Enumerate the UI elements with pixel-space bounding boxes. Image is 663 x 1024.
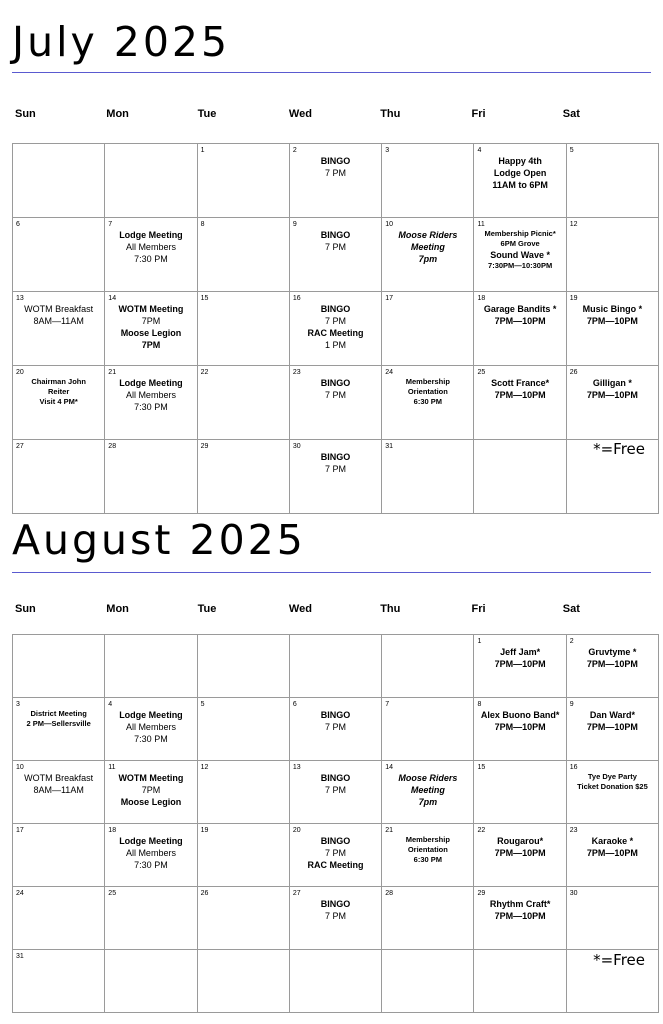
calendar-day-cell — [382, 635, 474, 698]
event-line: Rhythm Craft* — [489, 899, 551, 909]
event-line: 6:30 PM — [413, 397, 443, 406]
july-title-rule — [12, 72, 651, 73]
event-line: 7:30PM—10:30PM — [488, 261, 553, 270]
event-line: 7:30 PM — [134, 860, 168, 870]
event-line: Meeting — [410, 242, 445, 252]
event-line: 7PM—10PM — [494, 911, 546, 921]
event-text — [567, 377, 658, 401]
event-line: BINGO — [320, 304, 351, 314]
event-line: All Members — [125, 390, 176, 400]
event-text — [567, 772, 658, 792]
day-number: 12 — [200, 764, 209, 771]
event-line: 7PM — [141, 340, 161, 350]
calendar-day-cell — [382, 440, 474, 514]
event-line: RAC Meeting — [307, 860, 364, 870]
event-line: Orientation — [407, 387, 448, 396]
event-line: Reiter — [48, 387, 70, 396]
event-line: 7 PM — [325, 242, 347, 252]
calendar-day-cell — [289, 635, 381, 698]
july-week-row — [13, 366, 659, 440]
august-weekday-mon: Mon — [106, 603, 129, 615]
event-text — [474, 646, 565, 670]
july-week-row — [13, 144, 659, 218]
calendar-day-cell — [197, 635, 289, 698]
day-number: 6 — [16, 221, 20, 228]
calendar-day-cell — [13, 761, 105, 824]
calendar-day-cell — [382, 761, 474, 824]
event-line: BINGO — [320, 899, 351, 909]
event-line: BINGO — [320, 773, 351, 783]
calendar-day-cell — [13, 635, 105, 698]
day-number: 26 — [569, 369, 578, 376]
calendar-day-cell — [382, 292, 474, 366]
day-number: 19 — [200, 827, 209, 834]
calendar-day-cell — [13, 698, 105, 761]
calendar-day-cell — [382, 950, 474, 1013]
calendar-day-cell — [289, 887, 381, 950]
calendar-day-cell — [566, 292, 658, 366]
event-text — [567, 303, 658, 327]
calendar-day-cell — [13, 144, 105, 218]
calendar-day-cell — [197, 292, 289, 366]
event-line: 7PM—10PM — [586, 390, 638, 400]
event-line: WOTM Meeting — [118, 773, 184, 783]
event-line: BINGO — [320, 710, 351, 720]
august-week-row — [13, 635, 659, 698]
event-line: 7PM — [141, 785, 161, 795]
event-line: Moose Riders — [398, 773, 458, 783]
day-number: 24 — [16, 890, 24, 897]
calendar-day-cell — [474, 292, 566, 366]
day-number: 9 — [569, 701, 574, 708]
event-line: 7 PM — [325, 911, 347, 921]
july-weekday-sun: Sun — [15, 108, 36, 120]
august-week-row — [13, 887, 659, 950]
event-line: Alex Buono Band* — [480, 710, 560, 720]
event-line: 2 PM—Sellersville — [26, 719, 91, 728]
calendar-day-cell — [289, 950, 381, 1013]
calendar-day-cell — [382, 698, 474, 761]
day-number: 17 — [385, 295, 393, 302]
event-text — [290, 229, 381, 253]
event-line: BINGO — [320, 836, 351, 846]
event-text — [382, 229, 473, 265]
event-line: Ticket Donation $25 — [577, 782, 648, 791]
day-number: 27 — [16, 443, 24, 450]
day-number: 12 — [569, 221, 578, 228]
event-line: 7 PM — [325, 390, 347, 400]
event-text — [13, 303, 104, 327]
day-number: 20 — [16, 369, 24, 376]
event-text — [105, 229, 196, 265]
calendar-day-cell — [197, 698, 289, 761]
august-calendar-grid — [12, 634, 659, 1013]
calendar-day-cell — [289, 761, 381, 824]
event-text — [382, 835, 473, 865]
event-text — [567, 709, 658, 733]
day-number: 31 — [385, 443, 393, 450]
event-line: 7:30 PM — [134, 734, 168, 744]
july-weekday-tue: Tue — [197, 108, 217, 120]
event-text — [382, 377, 473, 407]
august-weekday-wed: Wed — [288, 603, 312, 615]
event-line: Moose Legion — [120, 328, 182, 338]
calendar-day-cell — [105, 698, 197, 761]
day-number: 21 — [385, 827, 393, 834]
calendar-day-cell — [566, 824, 658, 887]
day-number: 5 — [569, 147, 574, 154]
calendar-day-cell — [474, 218, 566, 292]
day-number: 30 — [292, 443, 301, 450]
day-number: 10 — [385, 221, 393, 228]
day-number: 23 — [569, 827, 578, 834]
event-text — [474, 898, 565, 922]
event-line: BINGO — [320, 230, 351, 240]
event-line: Moose Legion — [120, 797, 182, 807]
july-weekday-sat: Sat — [562, 108, 580, 120]
july-week-row — [13, 440, 659, 514]
calendar-day-cell — [474, 824, 566, 887]
july-free-note: *=Free — [593, 440, 645, 458]
event-line: 7 PM — [325, 722, 347, 732]
day-number: 26 — [200, 890, 209, 897]
event-line: 7PM—10PM — [494, 722, 546, 732]
calendar-day-cell — [13, 366, 105, 440]
event-line: 7pm — [418, 797, 438, 807]
calendar-day-cell — [474, 761, 566, 824]
event-line: 7PM — [141, 316, 161, 326]
august-title: August 2025 — [12, 516, 306, 564]
calendar-day-cell — [105, 761, 197, 824]
day-number: 14 — [385, 764, 393, 771]
july-week-row — [13, 218, 659, 292]
event-text — [290, 303, 381, 351]
august-title-rule — [12, 572, 651, 573]
day-number: 6 — [292, 701, 297, 708]
day-number: 23 — [292, 369, 301, 376]
day-number: 5 — [200, 701, 205, 708]
day-number: 29 — [477, 890, 486, 897]
event-text — [474, 835, 565, 859]
july-weekday-wed: Wed — [288, 108, 312, 120]
calendar-day-cell — [289, 144, 381, 218]
calendar-day-cell — [13, 887, 105, 950]
calendar-day-cell — [289, 824, 381, 887]
event-line: Lodge Meeting — [119, 230, 183, 240]
event-line: 6:30 PM — [413, 855, 443, 864]
event-line: 7PM—10PM — [586, 848, 638, 858]
calendar-day-cell — [197, 144, 289, 218]
calendar-day-cell — [474, 950, 566, 1013]
day-number: 28 — [385, 890, 393, 897]
day-number: 13 — [16, 295, 24, 302]
event-line: 7PM—10PM — [494, 390, 546, 400]
event-text — [382, 772, 473, 808]
event-line: Garage Bandits * — [483, 304, 557, 314]
event-line: WOTM Meeting — [118, 304, 184, 314]
day-number: 15 — [477, 764, 486, 771]
calendar-day-cell — [382, 887, 474, 950]
day-number: 1 — [200, 147, 205, 154]
day-number: 25 — [108, 890, 117, 897]
calendar-day-cell — [382, 144, 474, 218]
august-weekday-thu: Thu — [380, 603, 401, 615]
day-number: 10 — [16, 764, 24, 771]
event-line: Music Bingo * — [582, 304, 643, 314]
calendar-day-cell — [289, 440, 381, 514]
day-number: 2 — [292, 147, 297, 154]
calendar-day-cell — [105, 887, 197, 950]
event-line: All Members — [125, 242, 176, 252]
calendar-day-cell — [289, 218, 381, 292]
event-line: 7PM—10PM — [494, 848, 546, 858]
event-text — [290, 835, 381, 871]
event-line: 7 PM — [325, 464, 347, 474]
event-line: Moose Riders — [398, 230, 458, 240]
calendar-day-cell — [289, 698, 381, 761]
event-text — [567, 646, 658, 670]
day-number: 8 — [200, 221, 205, 228]
calendar-day-cell — [13, 292, 105, 366]
event-line: Lodge Meeting — [119, 710, 183, 720]
calendar-day-cell — [382, 824, 474, 887]
calendar-day-cell — [474, 698, 566, 761]
event-line: All Members — [125, 848, 176, 858]
event-line: 7pm — [418, 254, 438, 264]
event-line: 7PM—10PM — [586, 722, 638, 732]
event-text — [13, 709, 104, 729]
day-number: 8 — [477, 701, 482, 708]
event-line: 8AM—11AM — [33, 785, 84, 795]
calendar-day-cell — [197, 824, 289, 887]
calendar-day-cell — [289, 292, 381, 366]
calendar-day-cell — [105, 824, 197, 887]
day-number: 22 — [200, 369, 209, 376]
calendar-day-cell — [566, 218, 658, 292]
july-title: July 2025 — [12, 18, 231, 66]
august-week-row — [13, 761, 659, 824]
event-text — [474, 229, 565, 271]
day-number: 9 — [292, 221, 297, 228]
july-weekday-fri: Fri — [471, 108, 486, 120]
calendar-day-cell — [105, 218, 197, 292]
august-weekday-sun: Sun — [15, 603, 36, 615]
calendar-day-cell — [105, 366, 197, 440]
day-number: 24 — [385, 369, 393, 376]
august-week-row — [13, 950, 659, 1013]
event-line: WOTM Breakfast — [24, 304, 94, 314]
calendar-day-cell — [105, 292, 197, 366]
calendar-day-cell — [197, 761, 289, 824]
event-line: Membership Picnic* — [484, 229, 556, 238]
event-line: Meeting — [410, 785, 445, 795]
day-number: 11 — [477, 221, 485, 228]
day-number: 7 — [385, 701, 390, 708]
event-line: Membership — [405, 377, 450, 386]
calendar-day-cell — [474, 366, 566, 440]
event-line: RAC Meeting — [307, 328, 364, 338]
event-text — [105, 709, 196, 745]
july-calendar-grid — [12, 143, 659, 514]
day-number: 17 — [16, 827, 24, 834]
event-text — [290, 898, 381, 922]
event-text — [105, 377, 196, 413]
day-number: 2 — [569, 638, 574, 645]
calendar-day-cell — [197, 440, 289, 514]
day-number: 19 — [569, 295, 578, 302]
event-text — [567, 835, 658, 859]
event-text — [290, 772, 381, 796]
day-number: 4 — [477, 147, 482, 154]
event-line: BINGO — [320, 452, 351, 462]
day-number: 27 — [292, 890, 301, 897]
event-line: 7:30 PM — [134, 402, 168, 412]
day-number: 13 — [292, 764, 301, 771]
day-number: 25 — [477, 369, 486, 376]
day-number: 15 — [200, 295, 209, 302]
day-number: 18 — [477, 295, 486, 302]
event-line: BINGO — [320, 156, 351, 166]
day-number: 4 — [108, 701, 113, 708]
event-text — [290, 451, 381, 475]
event-text — [290, 377, 381, 401]
july-weekday-mon: Mon — [106, 108, 129, 120]
event-line: Membership — [405, 835, 450, 844]
event-line: 7PM—10PM — [586, 316, 638, 326]
calendar-day-cell — [105, 144, 197, 218]
event-line: 7 PM — [325, 168, 347, 178]
august-weekday-sat: Sat — [562, 603, 580, 615]
calendar-day-cell — [566, 887, 658, 950]
event-line: All Members — [125, 722, 176, 732]
calendar-day-cell — [13, 950, 105, 1013]
event-text — [474, 155, 565, 191]
calendar-day-cell — [289, 366, 381, 440]
calendar-day-cell — [197, 887, 289, 950]
event-text — [105, 772, 196, 808]
event-text — [474, 377, 565, 401]
calendar-day-cell — [566, 366, 658, 440]
july-week-row — [13, 292, 659, 366]
day-number: 3 — [385, 147, 390, 154]
event-line: WOTM Breakfast — [24, 773, 94, 783]
event-line: 7 PM — [325, 785, 347, 795]
event-text — [290, 709, 381, 733]
calendar-day-cell — [105, 440, 197, 514]
event-line: BINGO — [320, 378, 351, 388]
event-line: Gilligan * — [592, 378, 632, 388]
day-number: 7 — [108, 221, 113, 228]
event-line: Visit 4 PM* — [39, 397, 78, 406]
event-line: District Meeting — [30, 709, 87, 718]
day-number: 18 — [108, 827, 117, 834]
event-line: Karaoke * — [591, 836, 634, 846]
day-number: 3 — [16, 701, 20, 708]
calendar-day-cell — [566, 144, 658, 218]
day-number: 31 — [16, 953, 24, 960]
event-line: 1 PM — [325, 340, 347, 350]
calendar-day-cell — [197, 366, 289, 440]
event-line: Lodge Open — [493, 168, 547, 178]
event-text — [13, 772, 104, 796]
calendar-day-cell — [566, 761, 658, 824]
day-number: 21 — [108, 369, 117, 376]
calendar-day-cell — [382, 366, 474, 440]
event-line: Scott France* — [491, 378, 550, 388]
calendar-day-cell — [474, 887, 566, 950]
day-number: 28 — [108, 443, 117, 450]
day-number: 16 — [569, 764, 578, 771]
day-number: 29 — [200, 443, 209, 450]
event-line: Gruvtyme * — [588, 647, 637, 657]
event-line: Jeff Jam* — [500, 647, 541, 657]
calendar-day-cell — [105, 950, 197, 1013]
calendar-day-cell — [566, 635, 658, 698]
calendar-day-cell — [382, 218, 474, 292]
event-line: Tye Dye Party — [587, 772, 637, 781]
calendar-day-cell — [13, 440, 105, 514]
august-week-row — [13, 698, 659, 761]
event-text — [290, 155, 381, 179]
event-line: Happy 4th — [498, 156, 542, 166]
calendar-day-cell — [566, 698, 658, 761]
event-line: 7PM—10PM — [494, 316, 546, 326]
july-weekday-thu: Thu — [380, 108, 401, 120]
calendar-day-cell — [197, 218, 289, 292]
event-line: Orientation — [407, 845, 448, 854]
event-line: Sound Wave * — [490, 250, 550, 260]
august-free-note: *=Free — [593, 951, 645, 969]
event-text — [13, 377, 104, 407]
calendar-day-cell — [474, 144, 566, 218]
event-line: 7PM—10PM — [494, 659, 546, 669]
day-number: 14 — [108, 295, 117, 302]
day-number: 16 — [292, 295, 301, 302]
calendar-day-cell — [474, 635, 566, 698]
day-number: 20 — [292, 827, 301, 834]
event-text — [474, 709, 565, 733]
event-line: Chairman John — [31, 377, 86, 386]
event-line: 7PM—10PM — [586, 659, 638, 669]
day-number: 11 — [108, 764, 116, 771]
calendar-day-cell — [13, 218, 105, 292]
calendar-day-cell — [13, 824, 105, 887]
event-line: Lodge Meeting — [119, 378, 183, 388]
event-text — [474, 303, 565, 327]
day-number: 30 — [569, 890, 578, 897]
event-line: Dan Ward* — [589, 710, 636, 720]
calendar-day-cell — [474, 440, 566, 514]
calendar-day-cell — [197, 950, 289, 1013]
august-weekday-fri: Fri — [471, 603, 486, 615]
august-weekday-tue: Tue — [197, 603, 217, 615]
event-line: 7 PM — [325, 316, 347, 326]
event-line: 7:30 PM — [134, 254, 168, 264]
calendar-day-cell — [105, 635, 197, 698]
event-text — [105, 835, 196, 871]
event-line: Rougarou* — [497, 836, 544, 846]
day-number: 1 — [477, 638, 482, 645]
event-line: 8AM—11AM — [33, 316, 84, 326]
day-number: 22 — [477, 827, 486, 834]
event-line: 11AM to 6PM — [492, 180, 548, 190]
event-line: 7 PM — [325, 848, 347, 858]
event-line: 6PM Grove — [500, 239, 540, 248]
august-week-row — [13, 824, 659, 887]
event-text — [105, 303, 196, 351]
event-line: Lodge Meeting — [119, 836, 183, 846]
